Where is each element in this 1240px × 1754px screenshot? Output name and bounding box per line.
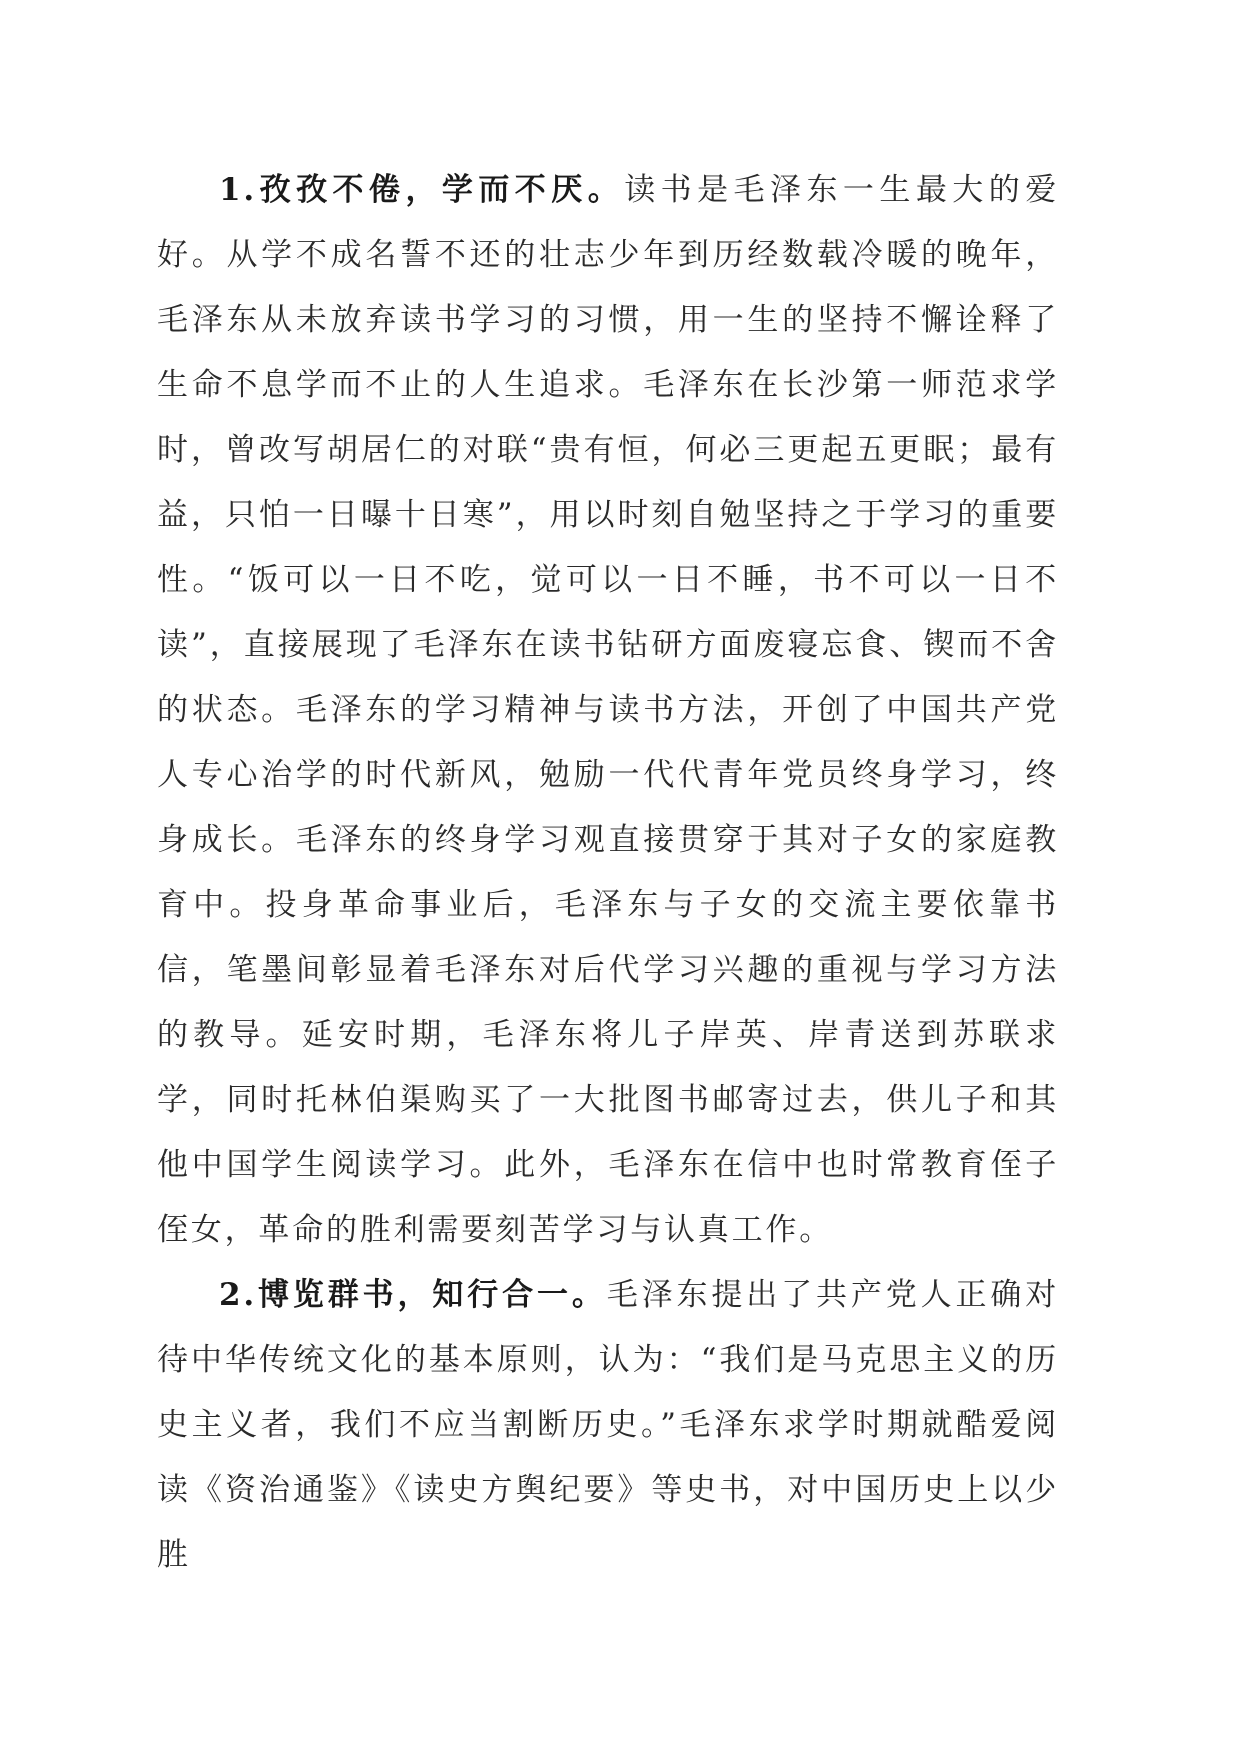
paragraph-1-heading: 1.孜孜不倦，学而不厌。 bbox=[219, 172, 625, 208]
paragraph-2 bbox=[157, 1263, 1059, 1588]
document-body bbox=[157, 158, 1059, 1588]
paragraph-2-text: 毛泽东提出了共产党人正确对待中华传统文化的基本原则，认为：“我们是马克思主义的历史主义者，我们不应当割断历史。”毛泽东求学时期就酷爱阅读《资治通鉴》《读史方舆纪要》等史书，对中国历史上以少胜 bbox=[157, 1277, 1059, 1573]
paragraph-1-text: 读书是毛泽东一生最大的爱好。从学不成名誓不还的壮志少年到历经数载冷暖的晚年，毛泽东从未放弃读书学习的习惯，用一生的坚持不懈诠释了生命不息学而不止的人生追求。毛泽东在长沙第一师范求学时，曾改写胡居仁的对联“贵有恒，何必三更起五更眠；最有益，只怕一日曝十日寒”，用以时刻自勉坚持之于学习的重要性。“饭可以一日不吃，觉可以一日不睡，书不可以一日不读”，直接展现了毛泽东在读书钻研方面废寝忘食、锲而不舍的状态。毛泽东的学习精神与读书方法，开创了中国共产党人专心治学的时代新风，勉励一代代青年党员终身学习，终身成长。毛泽东的终身学习观直接贯穿于其对子女的家庭教育中。投身革命事业后，毛泽东与子女的交流主要依靠书信，笔墨间彰显着毛泽东对后代学习兴趣的重视与学习方法的教导。延安时期，毛泽东将儿子岸英、岸青送到苏联求学，同时托林伯渠购买了一大批图书邮寄过去，供儿子和其他中国学生阅读学习。此外，毛泽东在信中也时常教育侄子侄女，革命的胜利需要刻苦学习与认真工作。 bbox=[157, 172, 1059, 1248]
paragraph-1 bbox=[157, 158, 1059, 1263]
paragraph-2-heading: 2.博览群书，知行合一。 bbox=[219, 1277, 607, 1313]
